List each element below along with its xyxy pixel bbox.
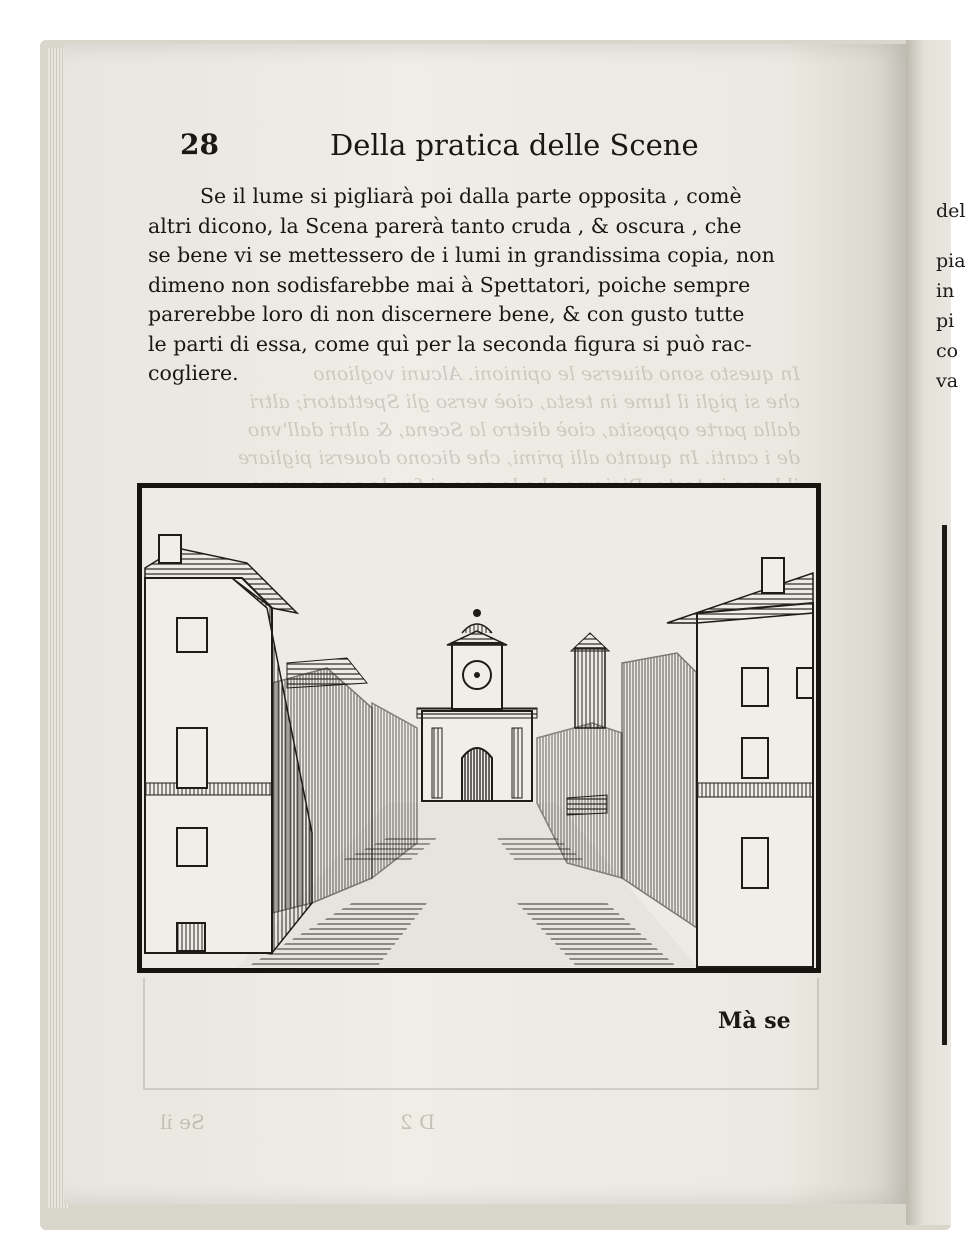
woodcut-svg [137,483,821,973]
facing-illustration-frame [942,525,967,1045]
facing-fragment: del [936,200,966,222]
body-line: le parti di essa, come quì per la seconda figura si può rac- [148,331,752,356]
facing-fragment: pia [936,250,966,272]
body-text [148,182,808,389]
body-line: Se il lume si pigliarà poi dalla parte opposita , comè [200,184,742,208]
body-line: parerebbe loro di non discernere bene, & con gusto tutte [148,302,745,326]
facing-fragment: co [936,340,959,362]
show-through-illustration [143,978,819,1090]
show-through-text: In questo sono diuerse le opinioni. Alcuni vogliono che si pigli il lume in testa, cioè verso gli Spettatori; altri dalla parte opposita, cioè dietro la Scena, & altri dall'vno de i canti. In quanto alli primi, che dicono douersi pigliare [238,363,800,469]
facing-fragment: in [936,280,955,302]
body-line: dimeno non sodisfarebbe mai à Spettatori, poiche sempre [148,272,751,297]
facing-fragment: pi [936,310,955,332]
body-line: cogliere. [148,361,239,385]
show-through-footer-left: Se il [160,1110,205,1134]
show-through-footer-right: D 2 [400,1110,436,1134]
running-title: Della pratica delle Scene [330,128,699,162]
catchword: Mà se [718,1008,791,1034]
page-number: 28 [180,128,219,161]
facing-page [906,40,966,1225]
facing-fragment: va [936,370,959,392]
body-line: altri dicono, la Scena parerà tanto cruda , & oscura , che [148,213,742,238]
running-header [180,128,800,168]
body-line: se bene vi se mettessero de i lumi in grandissima copia, non [148,243,775,267]
woodcut-illustration [137,483,821,973]
